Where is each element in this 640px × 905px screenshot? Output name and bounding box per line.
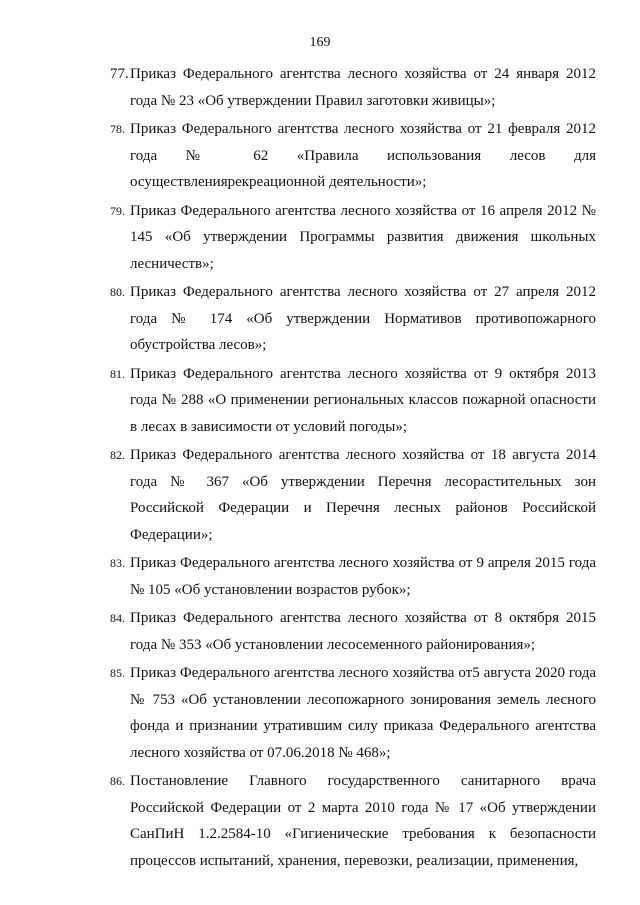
list-item-text: Приказ Федерального агентства лесного хозяйства от5 августа 2020 года № 753 «Об установлении лесопожарного зонирования земель лесного фонда и признании утратившим силу приказа Федерального агентства лесного хозяйства от 07.06.2018 № 468»; bbox=[130, 665, 596, 761]
list-item-84 bbox=[110, 605, 596, 658]
list-item-number: 82. bbox=[110, 448, 125, 462]
list-item-number: 77. bbox=[110, 66, 129, 82]
list-item-number: 78. bbox=[110, 122, 125, 136]
list-item-number: 84. bbox=[110, 611, 125, 625]
list-item-83 bbox=[110, 550, 596, 603]
list-item-number: 81. bbox=[110, 366, 125, 381]
list-item-number: 83. bbox=[110, 556, 125, 570]
list-item-text: Приказ Федерального агентства лесного хозяйства от 9 октября 2013 года № 288 «О применении региональных классов пожарной опасности в лесах в зависимости от условий погоды»; bbox=[130, 365, 596, 435]
list-item-82 bbox=[110, 442, 596, 548]
list-item-80 bbox=[110, 279, 596, 359]
page-number: 169 bbox=[309, 35, 331, 50]
list-item-text: Приказ Федерального агентства лесного хозяйства от 16 апреля 2012 № 145 «Об утверждении Программы развития движения школьных лесничеств»; bbox=[130, 202, 596, 272]
list-item-79 bbox=[110, 198, 596, 278]
list-item-number: 86. bbox=[110, 774, 125, 788]
list-item-86 bbox=[110, 768, 596, 874]
list-item-text: Приказ Федерального агентства лесного хозяйства от 27 апреля 2012 года № 174 «Об утверждении Нормативов противопожарного обустройства лесов»; bbox=[130, 284, 596, 353]
list-item-text: Приказ Федерального агентства лесного хозяйства от 8 октября 2015 года № 353 «Об установлении лесосеменного районирования»; bbox=[130, 610, 596, 653]
list-item-number: 80. bbox=[110, 285, 125, 299]
reference-list bbox=[110, 61, 596, 876]
list-item-text: Постановление Главного государственного санитарного врача Российской Федерации от 2 марта 2010 года № 17 «Об утверждении СанПиН 1.2.2584-10 «Гигиенические требования к безопасности процессов испытаний, хранения, перевозки, реализации, применения, bbox=[130, 773, 596, 869]
list-item-text: Приказ Федерального агентства лесного хозяйства от 18 августа 2014 года № 367 «Об утверждении Перечня лесорастительных зон Российской Федерации и Перечня лесных районов Российской Федерации»; bbox=[130, 447, 596, 543]
list-item-text: Приказ Федерального агентства лесного хозяйства от 9 апреля 2015 года № 105 «Об установлении возрастов рубок»; bbox=[130, 555, 596, 598]
list-item-text: Приказ Федерального агентства лесного хозяйства от 21 февраля 2012 года № 62 «Правила использования лесов для осуществлениярекреационной деятельности»; bbox=[130, 121, 596, 190]
list-item-number: 79. bbox=[110, 203, 125, 218]
list-item-number: 85. bbox=[110, 666, 125, 680]
list-item-77 bbox=[110, 61, 596, 114]
list-item-85 bbox=[110, 660, 596, 766]
list-item-text: Приказ Федерального агентства лесного хозяйства от 24 января 2012 года № 23 «Об утверждении Правил заготовки живицы»; bbox=[130, 66, 596, 109]
list-item-78 bbox=[110, 116, 596, 196]
list-item-81 bbox=[110, 361, 596, 441]
